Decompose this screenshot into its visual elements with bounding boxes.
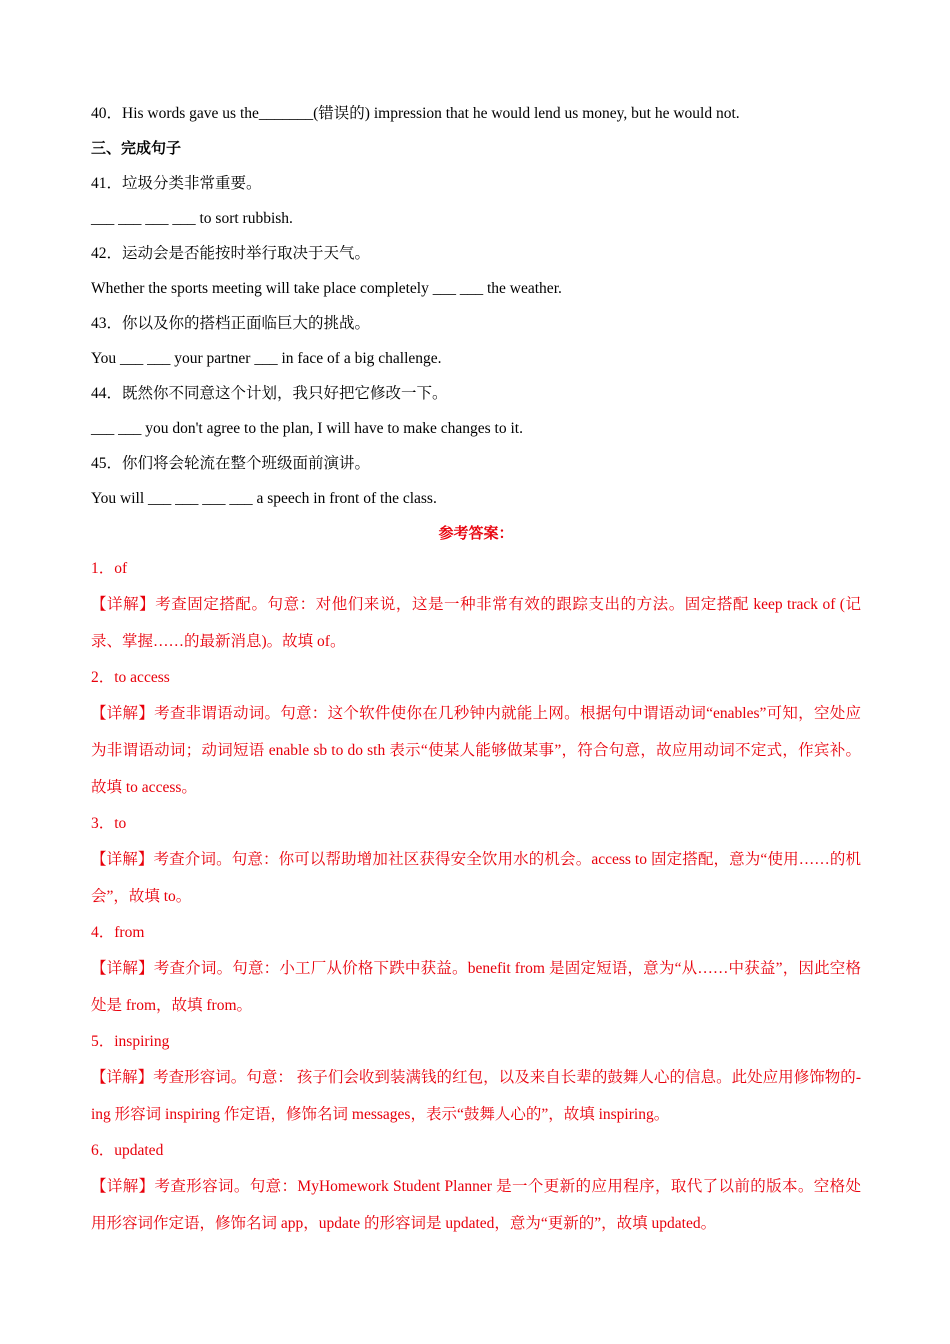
answer-key: 4．from [91, 924, 145, 941]
translation-answer-line: You will ___ ___ ___ ___ a speech in front of the class. [91, 490, 437, 507]
answer-key: 6．updated [91, 1142, 164, 1159]
answers-heading: 参考答案： [438, 524, 514, 542]
answer-explanation: 【详解】考查形容词。句意： 孩子们会收到装满钱的红包，以及来自长辈的鼓舞人心的信息。此处应用修饰物的-ing 形容词 inspiring 作定语，修饰名词 messages，表示“鼓舞人心的”，故填 inspiring。 [91, 1069, 861, 1123]
answer-explanation: 【详解】考查非谓语动词。句意：这个软件使你在几秒钟内就能上网。根据句中谓语动词“enables”可知，空处应为非谓语动词；动词短语 enable sb to do sth 表示“使某人能够做某事”，符合句意，故应用动词不定式，作宾补。故填 to access。 [91, 705, 861, 796]
answer-key: 1．of [91, 560, 128, 577]
translation-answer-line: You ___ ___ your partner ___ in face of a big challenge. [91, 350, 442, 367]
translation-prompt: 41．垃圾分类非常重要。 [91, 175, 262, 192]
answer-key: 2．to access [91, 669, 170, 686]
answer-explanation: 【详解】考查固定搭配。句意：对他们来说，这是一种非常有效的跟踪支出的方法。固定搭配 keep track of (记录、掌握……的最新消息)。故填 of。 [91, 596, 861, 650]
answer-key: 5．inspiring [91, 1033, 170, 1050]
translation-prompt: 42．运动会是否能按时举行取决于天气。 [91, 245, 371, 262]
answer-explanation: 【详解】考查形容词。句意：MyHomework Student Planner 是一个更新的应用程序，取代了以前的版本。空格处用形容词作定语，修饰名词 app，update 的形容词是 updated，意为“更新的”，故填 updated。 [91, 1178, 861, 1232]
translation-answer-line: Whether the sports meeting will take place completely ___ ___ the weather. [91, 280, 562, 297]
question-40: 40．His words gave us the_______(错误的) impression that he would lend us money, but he would not. [91, 105, 740, 122]
answer-explanation: 【详解】考查介词。句意：小工厂从价格下跌中获益。benefit from 是固定短语，意为“从……中获益”，因此空格处是 from，故填 from。 [91, 960, 861, 1014]
section-heading: 三、完成句子 [91, 139, 182, 157]
translation-prompt: 44．既然你不同意这个计划，我只好把它修改一下。 [91, 385, 448, 402]
translation-answer-line: ___ ___ you don't agree to the plan, I will have to make changes to it. [91, 420, 523, 437]
translation-prompt: 43．你以及你的搭档正面临巨大的挑战。 [91, 315, 371, 332]
answer-explanation: 【详解】考查介词。句意：你可以帮助增加社区获得安全饮用水的机会。access to 固定搭配，意为“使用……的机会”，故填 to。 [91, 851, 861, 905]
document-page [91, 96, 861, 1242]
translation-prompt: 45．你们将会轮流在整个班级面前演讲。 [91, 455, 371, 472]
answer-key: 3．to [91, 815, 127, 832]
translation-answer-line: ___ ___ ___ ___ to sort rubbish. [91, 210, 293, 227]
